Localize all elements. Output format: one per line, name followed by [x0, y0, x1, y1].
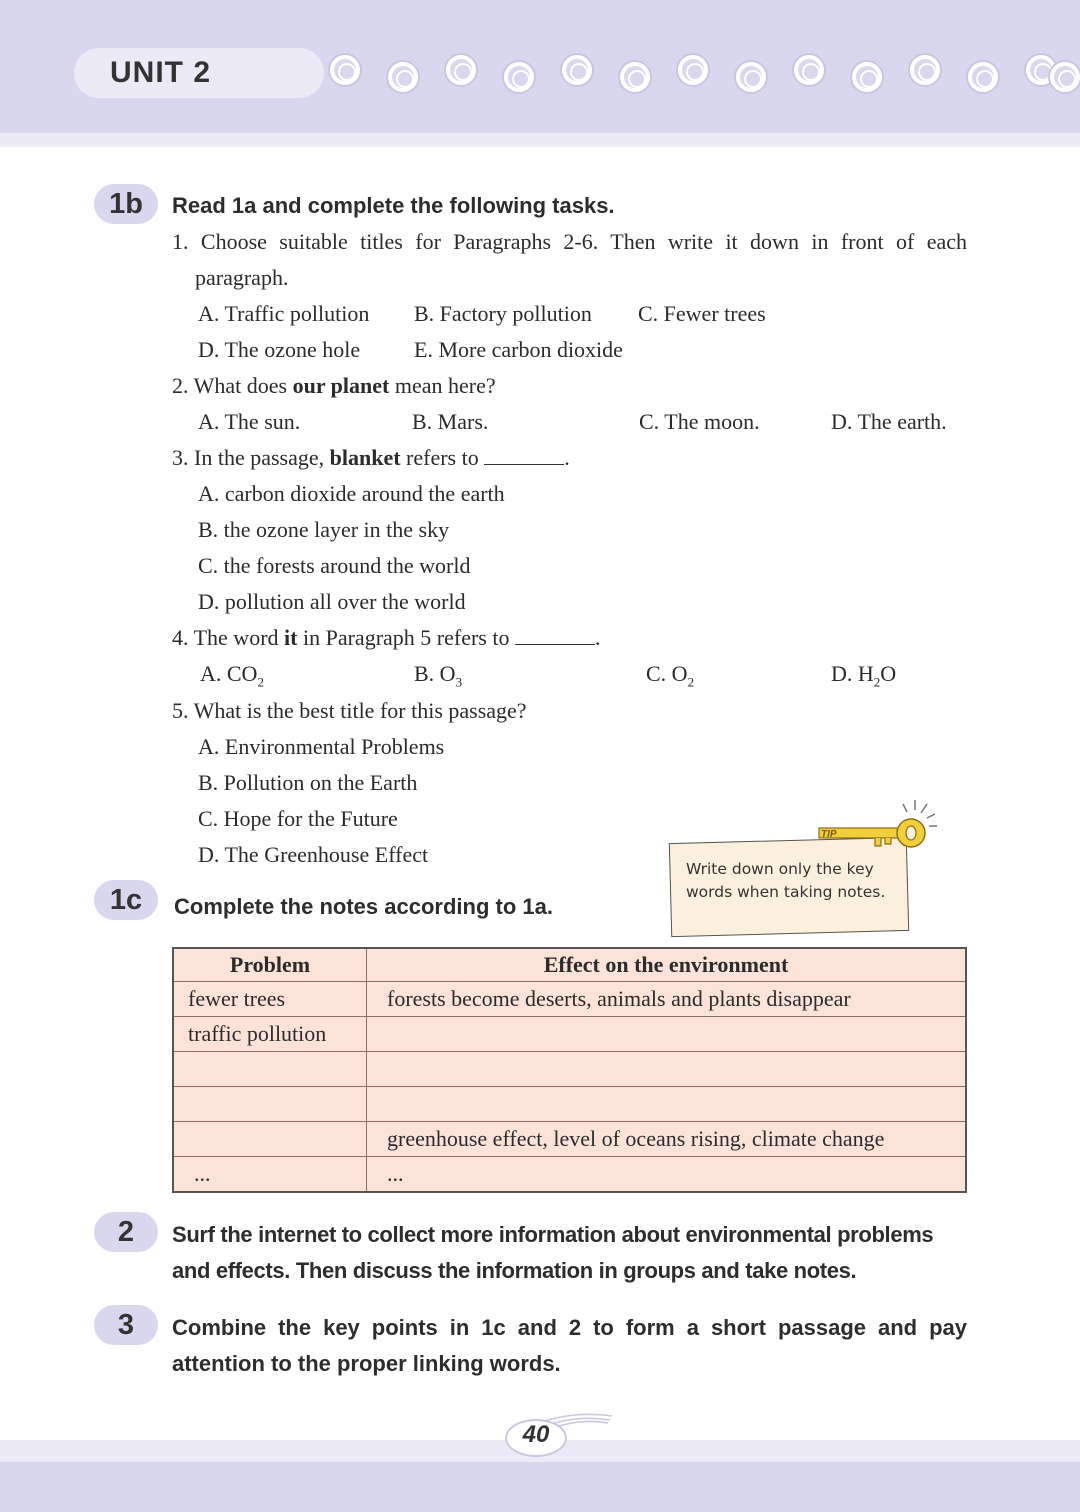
ring-icon: [388, 62, 418, 92]
page-number: 40: [522, 1421, 550, 1448]
q2-option-a: A. The sun.: [198, 409, 301, 434]
instruction-3-line2: attention to the proper linking words.: [172, 1351, 561, 1376]
instruction-3-line1: Combine the key points in 1c and 2 to form a short passage and pay: [172, 1315, 967, 1340]
q1-option-a: A. Traffic pollution: [198, 301, 370, 326]
q2-suffix: mean here?: [389, 373, 496, 398]
ring-icon: [446, 55, 476, 85]
tip-text: Write down only the key words when taking notes.: [686, 860, 886, 901]
instruction-1b: Read 1a and complete the following tasks.: [172, 193, 615, 218]
table-row: [173, 1052, 966, 1087]
effect-cell: greenhouse effect, level of oceans rising, climate change: [367, 1122, 967, 1157]
question-1-line1: 1. Choose suitable titles for Paragraphs 2-6. Then write it down in front of each: [172, 229, 967, 254]
q2-option-d: D. The earth.: [831, 409, 947, 434]
question-2: [172, 371, 496, 401]
ring-icon: [1050, 62, 1080, 92]
q1-option-c: C. Fewer trees: [638, 301, 766, 326]
ring-icon: [330, 55, 360, 85]
question-1-line2: paragraph.: [195, 265, 289, 290]
question-5: 5. What is the best title for this passage?: [172, 698, 527, 723]
answer-blank[interactable]: [515, 626, 595, 645]
q2-bold: our planet: [292, 373, 390, 398]
answer-blank[interactable]: [484, 446, 564, 465]
section-badge-1c: 1c: [94, 880, 158, 920]
instruction-2-line2: and effects. Then discuss the information in groups and take notes.: [172, 1258, 857, 1283]
q4-suffix: in Paragraph 5 refers to: [297, 625, 510, 650]
table-row: [173, 1157, 966, 1193]
problem-cell[interactable]: [173, 1052, 367, 1087]
footer-band: [0, 1462, 1080, 1512]
problem-cell: fewer trees: [173, 982, 367, 1017]
q2-option-c: C. The moon.: [639, 409, 760, 434]
section-badge-3: 3: [94, 1305, 158, 1345]
q1-option-b: B. Factory pollution: [414, 301, 592, 326]
instruction-1c: Complete the notes according to 1a.: [174, 894, 553, 919]
ring-icon: [504, 62, 534, 92]
notes-table: [172, 947, 967, 1193]
q4-option-a: A. $CO_2$: [200, 661, 264, 690]
q3-option-d: D. pollution all over the world: [198, 589, 466, 614]
q2-option-b: B. Mars.: [412, 409, 489, 434]
q4-option-c: C. $O_2$: [646, 661, 695, 690]
q1-option-e: E. More carbon dioxide: [414, 337, 623, 362]
instruction-2-line1: Surf the internet to collect more information about environmental problems: [172, 1222, 934, 1247]
problem-cell[interactable]: [173, 1122, 367, 1157]
section-badge-1b: 1b: [94, 184, 158, 224]
question-3: 3. In the passage, blanket refers to .: [172, 445, 570, 470]
q3-option-a: A. carbon dioxide around the earth: [198, 481, 505, 506]
q5-option-a: A. Environmental Problems: [198, 734, 445, 759]
table-row: [173, 1087, 966, 1122]
tip-label: TIP: [821, 829, 837, 840]
q5-option-c: C. Hope for the Future: [198, 806, 398, 831]
ring-icon: [910, 55, 940, 85]
q3-option-b: B. the ozone layer in the sky: [198, 517, 450, 542]
problem-cell[interactable]: [173, 1087, 367, 1122]
table-row: [173, 982, 966, 1017]
q3-suffix: refers to: [400, 445, 479, 470]
question-4: 4. The word it in Paragraph 5 refers to .: [172, 625, 601, 650]
q3-bold: blanket: [329, 445, 401, 470]
table-row: [173, 1017, 966, 1052]
effect-cell[interactable]: [367, 1052, 967, 1087]
section-badge-2: 2: [94, 1212, 158, 1252]
q3-option-c: C. the forests around the world: [198, 553, 471, 578]
effect-cell: forests become deserts, animals and plants disappear: [367, 982, 967, 1017]
q5-option-d: D. The Greenhouse Effect: [198, 842, 429, 867]
ring-icon: [562, 55, 592, 85]
key-icon: [815, 798, 945, 858]
ring-icon: [794, 55, 824, 85]
q3-prefix: 3. In the passage,: [172, 445, 330, 470]
problem-cell: ...: [173, 1157, 367, 1193]
q4-prefix: 4. The word: [172, 625, 285, 650]
effect-cell: ...: [367, 1157, 967, 1193]
q4-bold: it: [284, 625, 298, 650]
q5-option-b: B. Pollution on the Earth: [198, 770, 418, 795]
header-problem: Problem: [173, 948, 367, 982]
q1-option-d: D. The ozone hole: [198, 337, 361, 362]
ring-icon: [968, 62, 998, 92]
q4-option-b: B. $O_3$: [414, 661, 463, 690]
ring-icon: [678, 55, 708, 85]
effect-cell[interactable]: [367, 1087, 967, 1122]
table-header-row: [173, 948, 966, 982]
ring-icon: [620, 62, 650, 92]
effect-cell[interactable]: [367, 1017, 967, 1052]
ring-icon: [852, 62, 882, 92]
table-row: [173, 1122, 966, 1157]
problem-cell: traffic pollution: [173, 1017, 367, 1052]
unit-label: UNIT 2: [110, 56, 212, 89]
ring-icon: [736, 62, 766, 92]
q4-option-d: D. $H_2O$: [831, 661, 897, 690]
header-effect: Effect on the environment: [367, 948, 967, 982]
q2-prefix: 2. What does: [172, 373, 293, 398]
